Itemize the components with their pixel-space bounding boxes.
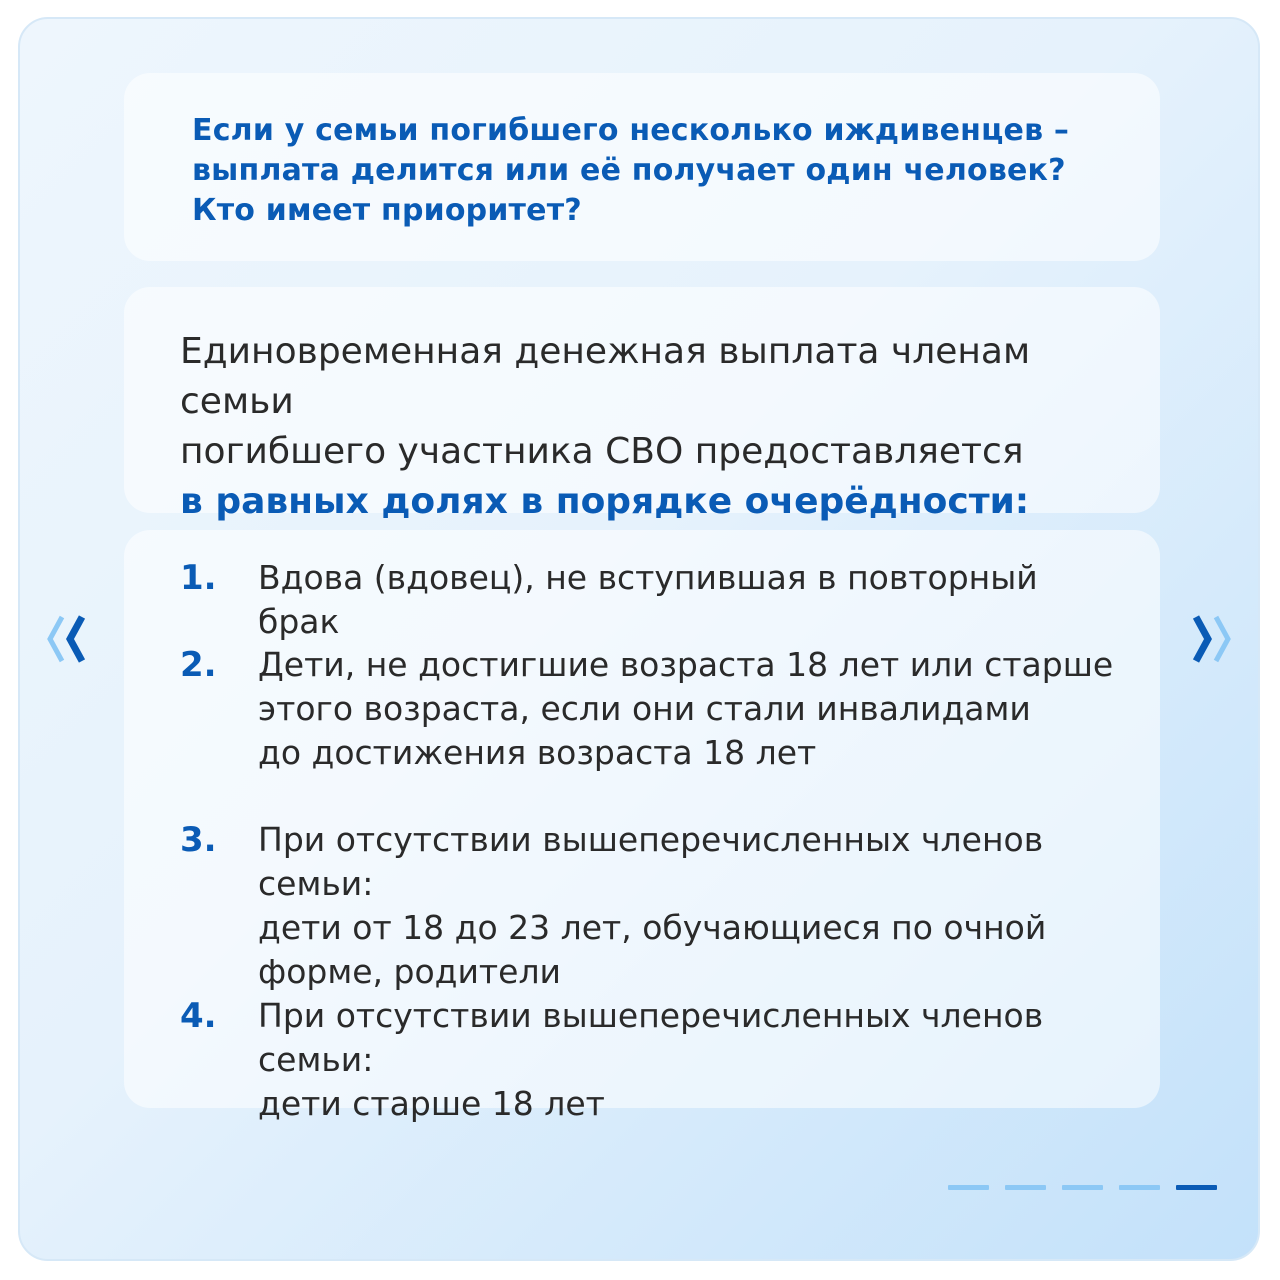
double-chevron-right-icon xyxy=(1182,609,1242,669)
intro-card xyxy=(124,287,1160,522)
question-heading xyxy=(192,111,1092,231)
next-slide-button[interactable] xyxy=(1182,609,1242,669)
priority-list-card xyxy=(124,530,1160,1123)
list-item-text xyxy=(258,643,1113,775)
list-item xyxy=(180,643,1120,775)
list-item-text xyxy=(258,994,1120,1126)
question-line: Кто имеет приоритет? xyxy=(192,193,582,228)
intro-line: погибшего участника СВО предоставляется xyxy=(180,431,1024,472)
question-line: Если у семьи погибшего несколько иждивенцев – xyxy=(192,113,1070,148)
intro-accent-text: в равных долях в порядке очерёдности: xyxy=(180,481,1030,522)
list-item-line: При отсутствии вышеперечисленных членов семьи: xyxy=(258,820,1044,903)
list-item-number: 1. xyxy=(180,558,217,598)
list-item-line: этого возраста, если они стали инвалидами xyxy=(258,689,1031,728)
question-line: выплата делится или её получает один человек? xyxy=(192,153,1066,188)
list-item xyxy=(180,818,1120,994)
list-item-line: При отсутствии вышеперечисленных членов семьи: xyxy=(258,996,1044,1079)
question-card xyxy=(124,73,1160,261)
list-item-line: Вдова (вдовец), не вступившая в повторный брак xyxy=(258,558,1038,641)
slide-frame xyxy=(18,17,1260,1261)
pager-dot-active[interactable] xyxy=(1176,1185,1217,1190)
list-item xyxy=(180,556,1120,644)
list-item xyxy=(180,994,1120,1126)
intro-text xyxy=(180,327,1104,527)
pager-dot[interactable] xyxy=(948,1185,989,1190)
list-item-text xyxy=(258,556,1120,644)
list-item-text xyxy=(258,818,1120,994)
pager-dot[interactable] xyxy=(1005,1185,1046,1190)
list-item-line: до достижения возраста 18 лет xyxy=(258,733,817,772)
list-item-number: 4. xyxy=(180,996,217,1036)
pager-dot[interactable] xyxy=(1062,1185,1103,1190)
intro-line: Единовременная денежная выплата членам семьи xyxy=(180,331,1031,422)
list-item-line: дети старше 18 лет xyxy=(258,1084,605,1123)
list-item-line: форме, родители xyxy=(258,952,561,991)
list-item-number: 3. xyxy=(180,820,217,860)
list-item-number: 2. xyxy=(180,645,217,685)
slide-pager xyxy=(948,1185,1217,1190)
list-item-line: Дети, не достигшие возраста 18 лет или старше xyxy=(258,645,1114,684)
double-chevron-left-icon xyxy=(42,609,102,669)
prev-slide-button[interactable] xyxy=(42,609,102,669)
list-item-line: дети от 18 до 23 лет, обучающиеся по очной xyxy=(258,908,1047,947)
pager-dot[interactable] xyxy=(1119,1185,1160,1190)
